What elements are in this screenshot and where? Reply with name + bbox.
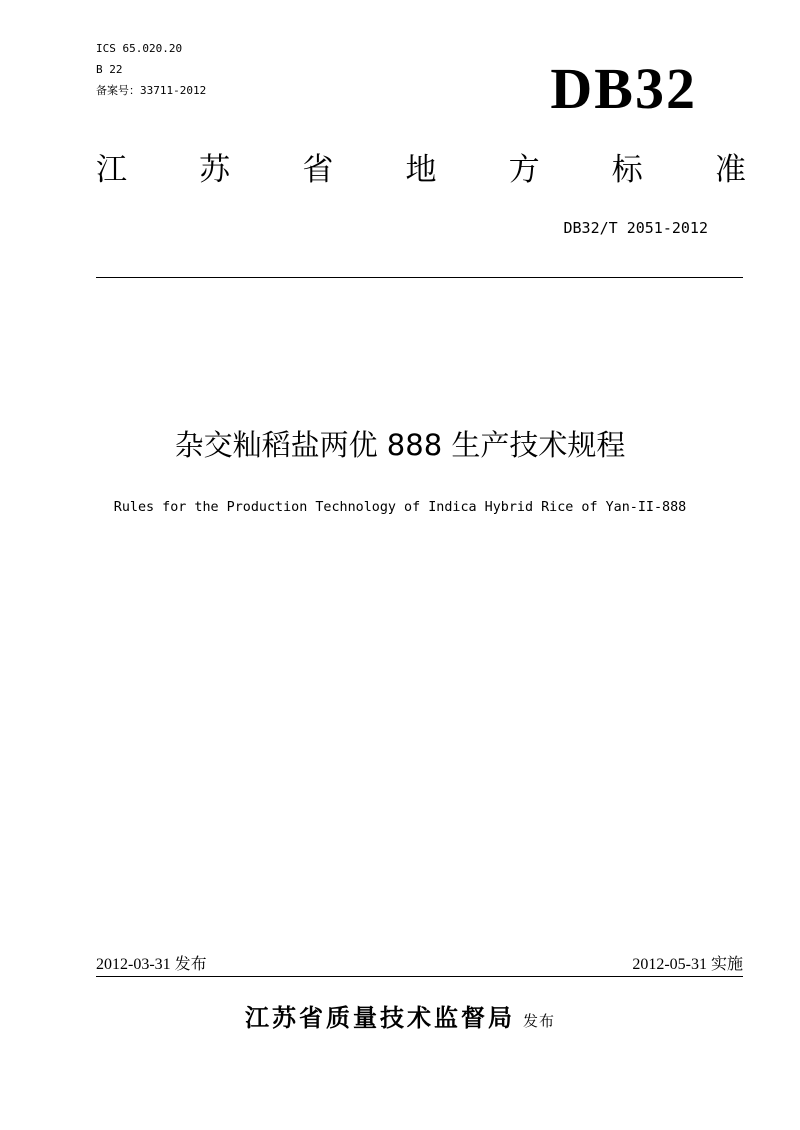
publisher-suffix: 发布 <box>522 1012 555 1030</box>
top-divider <box>96 277 743 278</box>
ics-code: ICS 65.020.20 <box>96 42 183 55</box>
standard-type-char: 方 <box>508 152 540 188</box>
issue-date: 2012-03-31 发布 <box>96 956 207 973</box>
record-number: 备案号：33711-2012 <box>96 84 207 97</box>
standard-type-char: 标 <box>611 152 643 188</box>
standard-type-char: 地 <box>405 152 437 188</box>
standard-type-char: 江 <box>96 152 127 188</box>
classification-code: B 22 <box>96 63 123 76</box>
standard-type-char: 准 <box>714 152 746 188</box>
standard-code-logo: DB32 <box>550 56 697 121</box>
document-title-english: Rules for the Production Technology of Indica Hybrid Rice of Yan-II-888 <box>113 500 687 515</box>
publisher-line <box>0 998 800 1038</box>
standard-type-char: 苏 <box>199 152 231 188</box>
document-title-chinese: 杂交籼稻盐两优 888 生产技术规程 <box>174 428 626 462</box>
standard-type-char: 省 <box>302 152 334 188</box>
standard-type-heading <box>96 148 746 192</box>
implementation-date: 2012-05-31 实施 <box>632 956 743 973</box>
publisher-name: 江苏省质量技术监督局 <box>244 1004 515 1032</box>
standard-number: DB32/T 2051-2012 <box>563 219 708 237</box>
bottom-divider <box>96 976 743 977</box>
